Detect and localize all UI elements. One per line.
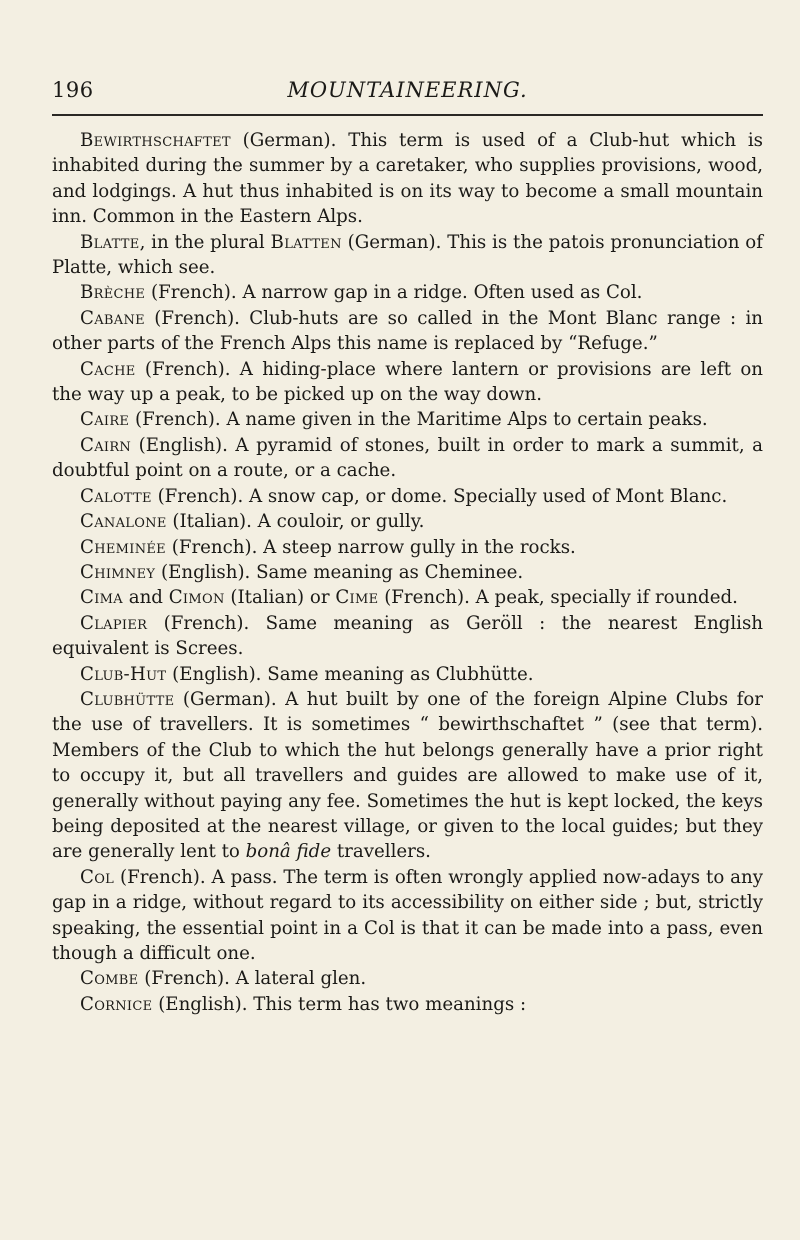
glossary-entry-combe <box>52 966 763 991</box>
glossary-definition: (French). A steep narrow gully in the rocks. <box>165 536 576 558</box>
page-header <box>52 78 763 108</box>
glossary-definition: and <box>122 587 169 609</box>
glossary-definition: (French). A name given in the Maritime Alps to certain peaks. <box>129 409 708 431</box>
glossary-term: Brèche <box>80 282 146 304</box>
glossary-term: Blatte <box>80 231 140 253</box>
glossary-term: Cimon <box>168 587 225 609</box>
glossary-definition: (English). A pyramid of stones, built in order to mark a summit, a doubtful point on a route, or a cache. <box>52 434 763 482</box>
glossary-definition: (Italian) or <box>224 587 336 609</box>
glossary-definition: (German). This term is used of a Club-hut which is inhabited during the summer by a caretaker, who supplies provisions, wood, and lodgings. A hut thus inhabited is on its way to become a small mountain inn. Common in the Eastern Alps. <box>52 130 763 228</box>
glossary-entry-cairn <box>52 433 763 484</box>
glossary-definition: (French). A lateral glen. <box>138 968 367 990</box>
glossary-term: Club-Hut <box>80 663 167 685</box>
glossary-term: Caire <box>80 409 130 431</box>
glossary-term-plural: Blatten <box>270 231 342 253</box>
glossary-term: Cairn <box>80 434 132 456</box>
glossary-entry-cheminee <box>52 535 763 560</box>
page-number: 196 <box>52 78 94 102</box>
glossary-definition: (French). A peak, specially if rounded. <box>378 587 738 609</box>
glossary-term: Clapier <box>80 612 148 634</box>
glossary-definition: travellers. <box>331 841 431 863</box>
glossary-term: Cime <box>335 587 379 609</box>
glossary-entry-club-hut <box>52 662 763 687</box>
glossary-entry-cache <box>52 357 763 408</box>
glossary-definition: (French). Same meaning as Geröll : the nearest English equivalent is Screes. <box>52 612 763 660</box>
running-title: MOUNTAINEERING. <box>287 78 528 102</box>
glossary-entry-cornice <box>52 992 763 1017</box>
glossary-term: Cheminée <box>80 536 166 558</box>
glossary-definition: (French). A hiding-place where lantern or provisions are left on the way up a peak, to be picked up on the way down. <box>52 358 763 406</box>
glossary-term: Canalone <box>80 511 167 533</box>
glossary-entry-canalone <box>52 509 763 534</box>
glossary-term: Cabane <box>80 307 145 329</box>
glossary-entry-breche <box>52 280 763 305</box>
glossary-definition: (Italian). A couloir, or gully. <box>166 511 425 533</box>
glossary-term: Chimney <box>80 561 156 583</box>
glossary-entry-cima <box>52 585 763 610</box>
glossary-entry-caire <box>52 407 763 432</box>
glossary-definition: , in the plural <box>139 231 271 253</box>
glossary-definition: (French). A pass. The term is often wrongly applied now-adays to any gap in a ridge, without regard to its accessibility on either side ; but, strictly speaking, the essential point in a Col is that it can be made into a pass, even though a difficult one. <box>52 866 763 964</box>
glossary-term: Bewirthschaftet <box>80 130 231 151</box>
glossary-term: Cornice <box>80 993 153 1015</box>
glossary-term: Cache <box>80 358 136 380</box>
glossary-entry-clapier <box>52 611 763 662</box>
glossary-definition: (English). This term has two meanings : <box>152 993 527 1015</box>
glossary-definition: (French). A snow cap, or dome. Specially used of Mont Blanc. <box>151 485 728 507</box>
glossary-definition: (French). Club-huts are so called in the Mont Blanc range : in other parts of the French Alps this name is replaced by “Refuge.” <box>52 307 763 355</box>
glossary-term: Cima <box>80 587 123 609</box>
glossary-term: Col <box>80 866 115 888</box>
glossary-definition: (English). Same meaning as Cheminee. <box>155 561 524 583</box>
glossary-entry-bewirthschaftet <box>52 128 763 230</box>
glossary-definition: (German). A hut built by one of the foreign Alpine Clubs for the use of travellers. It is sometimes “ bewirthschaftet ” (see that term). Members of the Club to which the hut belongs generally have a prior right to occupy it, but all travellers and guides are allowed to make use of it, generally without paying any fee. Sometimes the hut is kept locked, the keys being deposited at the nearest village, or given to the local guides; but they are generally lent to <box>52 688 763 863</box>
glossary-definition: (French). A narrow gap in a ridge. Often used as Col. <box>145 282 643 304</box>
glossary-entry-cabane <box>52 306 763 357</box>
glossary-definition: (English). Same meaning as Clubhütte. <box>166 663 534 685</box>
glossary-term: Calotte <box>80 485 152 507</box>
glossary-entry-col <box>52 865 763 967</box>
glossary-entry-calotte <box>52 484 763 509</box>
glossary-text <box>52 128 763 1017</box>
glossary-term: Combe <box>80 968 139 990</box>
header-rule <box>52 114 763 116</box>
glossary-term: Clubhütte <box>80 688 175 710</box>
glossary-entry-blatte <box>52 230 763 281</box>
glossary-entry-chimney <box>52 560 763 585</box>
italic-phrase: bonâ fide <box>245 841 332 863</box>
glossary-definition: (German). This is the patois pronunciation of Platte, which see. <box>52 231 763 279</box>
glossary-entry-clubhutte <box>52 687 763 865</box>
